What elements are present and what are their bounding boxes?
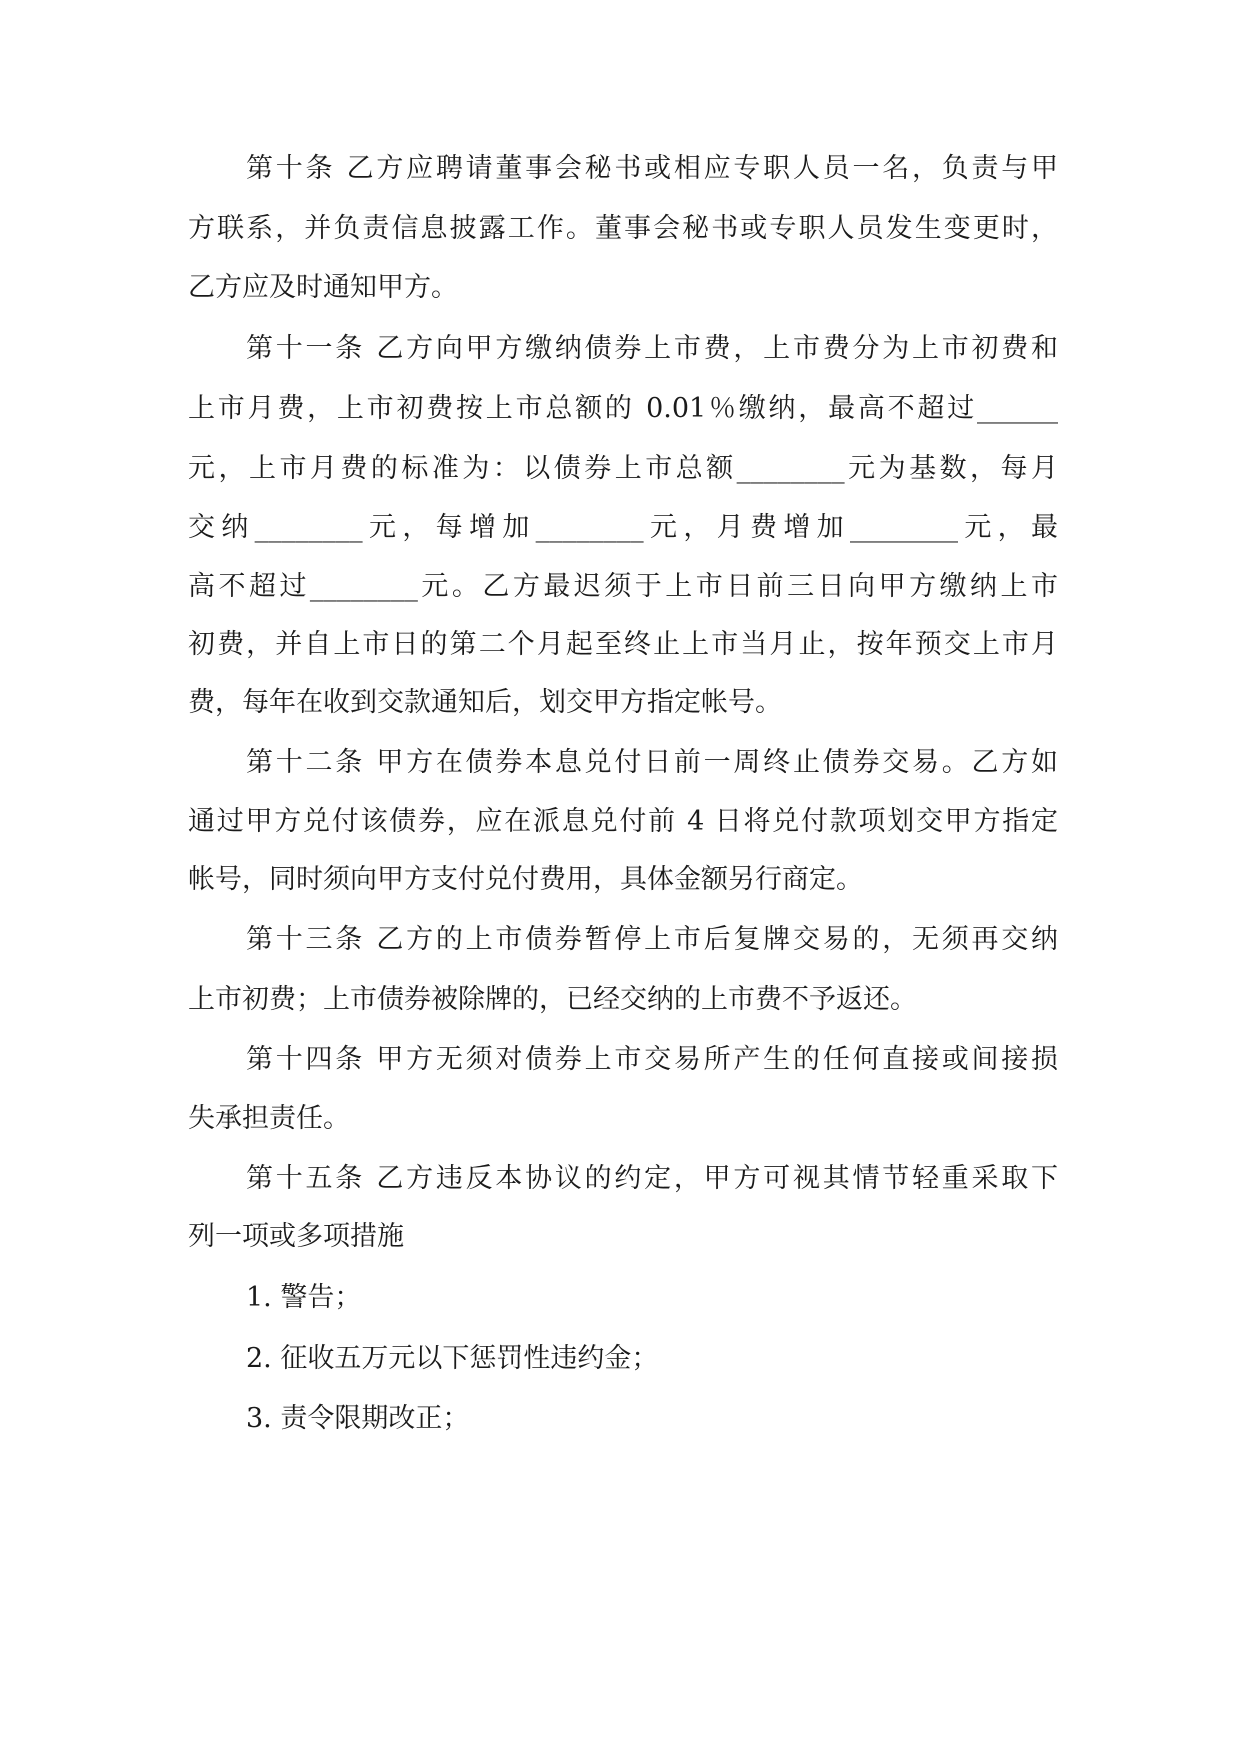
article-11-line-1: 第十一条 乙方向甲方缴纳债券上市费，上市费分为上市初费和 [246, 333, 1058, 364]
article-13-line-1: 第十三条 乙方的上市债券暂停上市后复牌交易的，无须再交纳 [246, 924, 1058, 955]
measure-item-3: 3. 责令限期改正； [246, 1403, 470, 1434]
article-12-line-3: 帐号，同时须向甲方支付兑付费用，具体金额另行商定。 [188, 864, 863, 895]
article-11-line-7: 费，每年在收到交款通知后，划交甲方指定帐号。 [188, 687, 782, 718]
article-11-line-4: 交纳________元，每增加________元，月费增加________元，最 [188, 512, 1058, 543]
article-14-line-1: 第十四条 甲方无须对债券上市交易所产生的任何直接或间接损 [246, 1044, 1058, 1075]
article-15-line-2: 列一项或多项措施 [188, 1221, 404, 1252]
article-11-line-3: 元，上市月费的标准为：以债券上市总额________元为基数，每月 [188, 453, 1058, 484]
article-10-line-2: 方联系，并负责信息披露工作。董事会秘书或专职人员发生变更时， [188, 213, 1058, 244]
article-12-line-2: 通过甲方兑付该债券，应在派息兑付前 4 日将兑付款项划交甲方指定 [188, 806, 1058, 837]
article-10-line-1: 第十条 乙方应聘请董事会秘书或相应专职人员一名，负责与甲 [246, 153, 1058, 184]
article-15-line-1: 第十五条 乙方违反本协议的约定，甲方可视其情节轻重采取下 [246, 1163, 1058, 1194]
measure-item-1: 1. 警告； [246, 1282, 362, 1313]
article-11-line-2: 上市月费，上市初费按上市总额的 0.01％缴纳，最高不超过______ [188, 393, 1058, 424]
measure-item-2: 2. 征收五万元以下惩罚性违约金； [246, 1343, 659, 1374]
article-14-line-2: 失承担责任。 [188, 1103, 350, 1134]
article-10-line-3: 乙方应及时通知甲方。 [188, 272, 458, 303]
article-13-line-2: 上市初费；上市债券被除牌的，已经交纳的上市费不予返还。 [188, 984, 917, 1015]
article-12-line-1: 第十二条 甲方在债券本息兑付日前一周终止债券交易。乙方如 [246, 747, 1058, 778]
article-11-line-6: 初费，并自上市日的第二个月起至终止上市当月止，按年预交上市月 [188, 629, 1058, 660]
article-11-line-5: 高不超过________元。乙方最迟须于上市日前三日向甲方缴纳上市 [188, 571, 1058, 602]
